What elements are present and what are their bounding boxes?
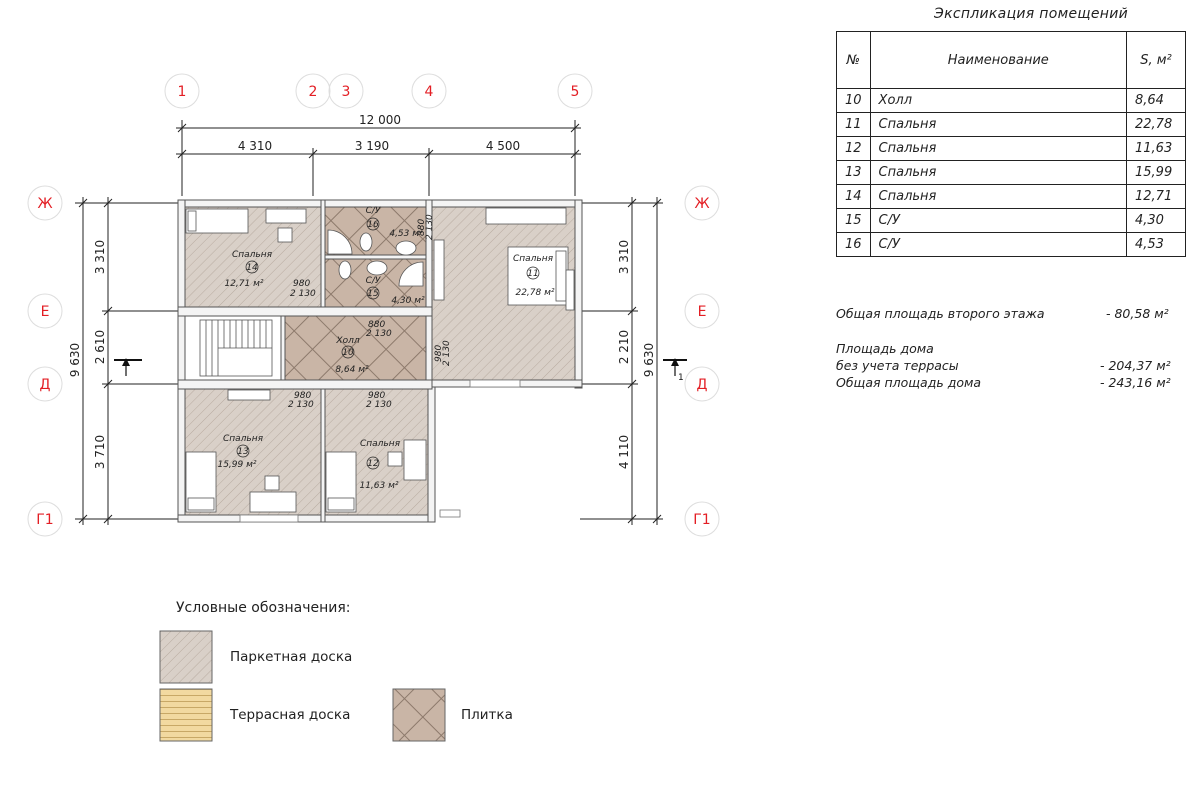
- room-11-number: 11: [527, 269, 539, 279]
- table-row: [837, 137, 1186, 161]
- room-16-number: 16: [367, 220, 379, 230]
- room-15-name: С/У: [365, 276, 381, 286]
- svg-text:880: 880: [417, 218, 427, 236]
- right-dimensions: [580, 197, 663, 525]
- desk-14: [266, 209, 306, 223]
- row-num: 12: [837, 137, 871, 161]
- dim-left-2: 2 610: [93, 329, 107, 365]
- room-13-area: 15,99 м²: [217, 460, 257, 470]
- row-num: 13: [837, 161, 871, 185]
- total-area-value: - 243,16 м²: [1100, 375, 1171, 390]
- row-num: 14: [837, 185, 871, 209]
- room-10-name: Холл: [336, 336, 360, 346]
- axis-label-4: 4: [424, 84, 434, 100]
- row-area: 15,99: [1127, 161, 1186, 185]
- row-area: 22,78: [1127, 113, 1186, 137]
- row-area: 8,64: [1127, 89, 1186, 113]
- house-area-label: Площадь дома: [836, 341, 934, 356]
- toilet-15: [339, 261, 351, 279]
- header-area: S, м²: [1127, 32, 1186, 89]
- axis-row-d-right: Д: [696, 377, 708, 393]
- svg-text:2 130: 2 130: [366, 329, 392, 339]
- dim-overall-width: 12 000: [359, 113, 401, 127]
- row-name: С/У: [870, 233, 1126, 257]
- no-terrace-value: - 204,37 м²: [1100, 358, 1171, 373]
- section-mark-left: [114, 358, 142, 376]
- chair-13: [265, 476, 279, 490]
- legend-swatch-tile: [393, 689, 445, 741]
- floor-area-value: - 80,58 м²: [1106, 306, 1169, 321]
- table-row: [837, 185, 1186, 209]
- axis-label-2: 2: [308, 84, 318, 100]
- axis-row-d-left: Д: [39, 377, 51, 393]
- dim-segment-2: 3 190: [354, 139, 390, 153]
- row-name: Холл: [870, 89, 1126, 113]
- desk-12: [404, 440, 426, 480]
- table-row: [837, 113, 1186, 137]
- svg-text:980: 980: [293, 279, 311, 289]
- room-14-name: Спальня: [231, 250, 273, 260]
- room-15-number: 15: [367, 289, 379, 299]
- legend-swatch-parquet: [160, 631, 212, 683]
- room-16-name: С/У: [365, 206, 381, 216]
- floor-area-label: Общая площадь второго этажа: [836, 306, 1045, 321]
- dim-left-overall: 9 630: [68, 342, 82, 378]
- svg-text:2 130: 2 130: [366, 400, 392, 410]
- room-12-number: 12: [367, 459, 379, 469]
- legend-title: Условные обозначения:: [176, 600, 351, 616]
- room-11-area: 22,78 м²: [515, 288, 555, 298]
- row-num: 11: [837, 113, 871, 137]
- chair-14: [278, 228, 292, 242]
- room-15-area: 4,30 м²: [391, 296, 425, 306]
- room-13-name: Спальня: [222, 434, 264, 444]
- header-num: №: [837, 32, 871, 89]
- axis-label-5: 5: [570, 84, 580, 100]
- dim-right-3: 4 110: [617, 434, 631, 470]
- total-area-label: Общая площадь дома: [836, 375, 982, 390]
- axis-row-zh-left: Ж: [37, 196, 53, 212]
- dim-right-1: 3 310: [617, 239, 631, 275]
- table-row: [837, 89, 1186, 113]
- toilet-16: [360, 233, 372, 251]
- dim-left-3: 3 710: [93, 434, 107, 470]
- desk-13: [250, 492, 296, 512]
- section-label: 1: [678, 373, 684, 383]
- sink-16: [396, 241, 416, 255]
- row-num: 10: [837, 89, 871, 113]
- sink-15: [367, 261, 387, 275]
- svg-text:2 130: 2 130: [290, 289, 316, 299]
- no-terrace-label: без учета террасы: [836, 358, 959, 373]
- table-row: [837, 209, 1186, 233]
- chair-12: [388, 452, 402, 466]
- pillow-12: [328, 498, 354, 510]
- row-area: 4,30: [1127, 209, 1186, 233]
- room-10-area: 8,64 м²: [335, 365, 369, 375]
- cabinet-11: [566, 270, 574, 310]
- room-14-area: 12,71 м²: [224, 279, 264, 289]
- axis-label-1: 1: [177, 84, 187, 100]
- axis-row-e-left: Е: [40, 304, 50, 320]
- row-name: Спальня: [870, 137, 1126, 161]
- row-num: 16: [837, 233, 871, 257]
- table-row: [837, 233, 1186, 257]
- row-name: Спальня: [870, 113, 1126, 137]
- svg-text:2 130: 2 130: [288, 400, 314, 410]
- dim-segment-3: 4 500: [485, 139, 521, 153]
- legend-swatch-terrace: [160, 689, 212, 741]
- dim-right-2: 2 210: [617, 329, 631, 365]
- svg-text:2 130: 2 130: [425, 214, 435, 240]
- legend-tile-label: Плитка: [461, 707, 513, 723]
- room-10-number: 10: [342, 348, 354, 358]
- legend-parquet-label: Паркетная доска: [230, 649, 353, 665]
- room-13-number: 13: [237, 447, 249, 457]
- legend-terrace-label: Террасная доска: [230, 707, 351, 723]
- room-11-name: Спальня: [512, 254, 554, 264]
- dim-right-overall: 9 630: [642, 342, 656, 378]
- axis-label-3: 3: [341, 84, 351, 100]
- axis-row-zh-right: Ж: [694, 196, 710, 212]
- room-12-name: Спальня: [359, 439, 401, 449]
- svg-text:880: 880: [368, 320, 386, 330]
- table-row: [837, 161, 1186, 185]
- table-header-row: [837, 32, 1186, 89]
- section-mark-right: [663, 358, 687, 383]
- room-12-area: 11,63 м²: [359, 481, 399, 491]
- top-dimensions: [176, 113, 581, 196]
- svg-text:980: 980: [294, 391, 312, 401]
- row-area: 11,63: [1127, 137, 1186, 161]
- shelf-13: [228, 390, 270, 400]
- axis-row-g1-right: Г1: [693, 512, 711, 528]
- svg-text:980: 980: [434, 344, 444, 362]
- axis-row-e-right: Е: [697, 304, 707, 320]
- row-name: Спальня: [870, 161, 1126, 185]
- header-name: Наименование: [870, 32, 1126, 89]
- row-area: 12,71: [1127, 185, 1186, 209]
- rooms-table: [836, 31, 1186, 257]
- room-16-area: 4,53 м²: [389, 229, 423, 239]
- dim-left-1: 3 310: [93, 239, 107, 275]
- row-area: 4,53: [1127, 233, 1186, 257]
- room-14-number: 14: [246, 263, 258, 273]
- row-num: 15: [837, 209, 871, 233]
- pillow-14: [188, 211, 196, 231]
- wardrobe-11: [486, 208, 566, 224]
- row-name: Спальня: [870, 185, 1126, 209]
- pillow-11: [556, 251, 566, 301]
- axis-columns: [165, 74, 592, 108]
- explication-title: Экспликация помещений: [934, 6, 1129, 22]
- row-name: С/У: [870, 209, 1126, 233]
- dim-segment-1: 4 310: [237, 139, 273, 153]
- svg-text:2 130: 2 130: [442, 340, 452, 366]
- pillow-13: [188, 498, 214, 510]
- axis-row-g1-left: Г1: [36, 512, 54, 528]
- cabinet-hall: [434, 240, 444, 300]
- svg-text:980: 980: [368, 391, 386, 401]
